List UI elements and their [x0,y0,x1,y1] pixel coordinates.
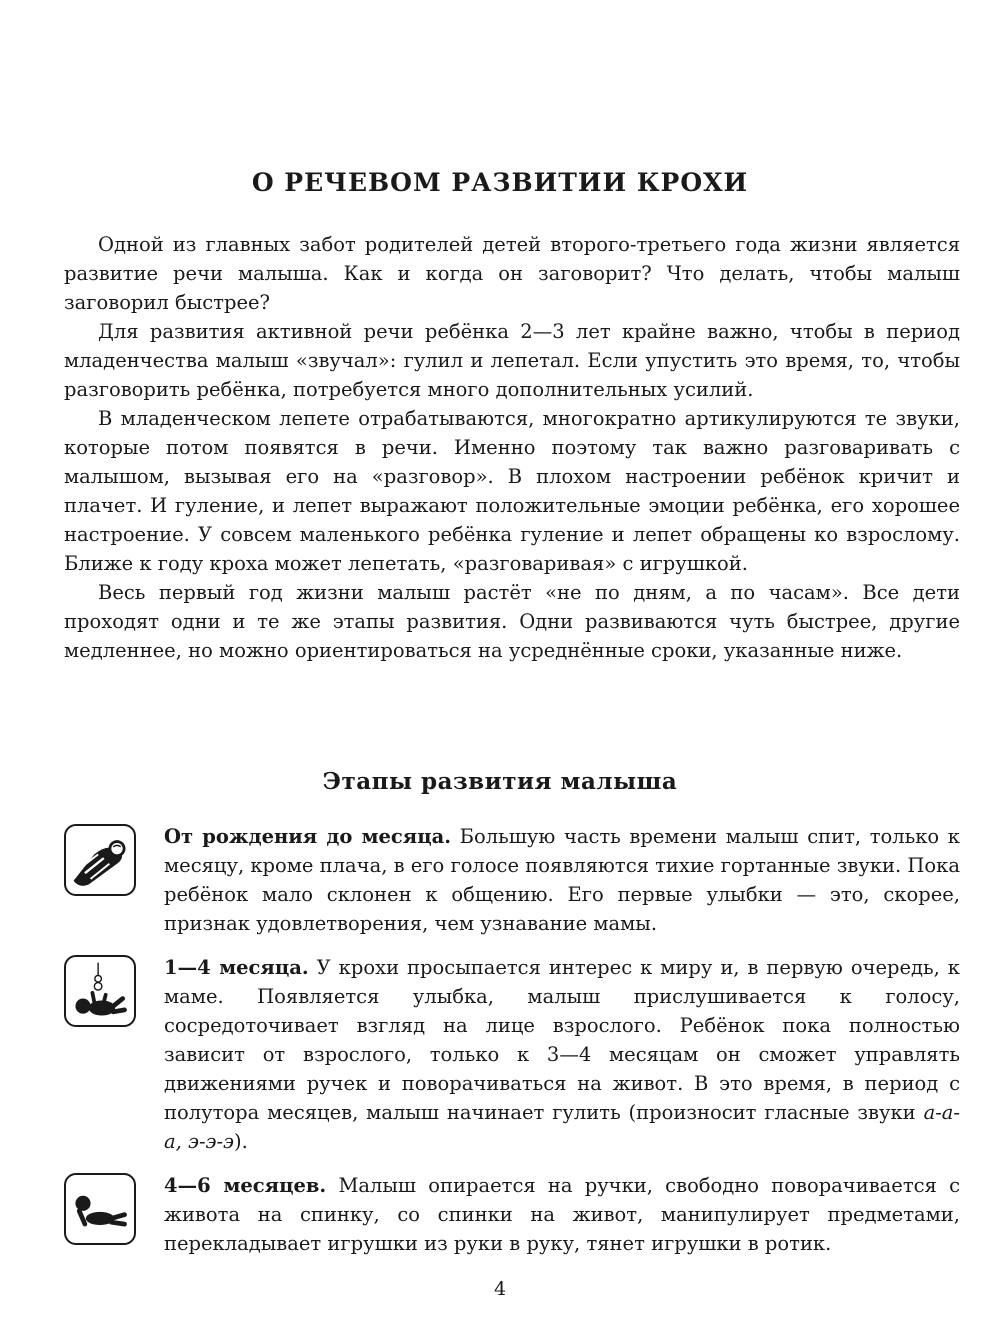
stage-description [164,953,960,1156]
stage-item [64,953,960,1156]
stage-description [164,822,960,938]
baby-with-rattle-icon [64,955,136,1027]
stage-heading: 4—6 месяцев. [164,1174,327,1197]
stage-description [164,1171,960,1258]
vowel-sounds: а-а-а, э-э-э [164,1101,960,1153]
page-number: 4 [493,1278,507,1300]
stage-body-end: ). [233,1130,248,1153]
stage-item [64,1171,960,1258]
swaddled-baby-icon [64,824,136,896]
intro-text [64,230,960,665]
paragraph: Одной из главных забот родителей детей второго-третьего года жизни является развитие речи малыша. Как и когда он заговорит? Что делать, чтобы малыш заговорил быстрее? [64,233,960,314]
paragraph: Весь первый год жизни малыш растёт «не по дням, а по часам». Все дети проходят одни и те же этапы развития. Одни развиваются чуть быстрее, другие медленнее, но можно ориентироваться на усреднённые сроки, указанные ниже. [64,581,960,662]
stage-heading: 1—4 месяца. [164,956,309,979]
section-subtitle: Этапы развития малыша [322,768,678,795]
stage-body: Большую часть времени малыш спит, только к месяцу, кроме плача, в его голосе появляются тихие гортанные звуки. Пока ребёнок мало склонен к общению. Его первые улыбки — это, скорее, признак удовлетворения, чем узнавание мамы. [164,825,960,935]
page-title: О РЕЧЕВОМ РАЗВИТИИ КРОХИ [251,168,749,197]
paragraph: Для развития активной речи ребёнка 2—3 лет крайне важно, чтобы в период младенчества малыш «звучал»: гулил и лепетал. Если упустить это время, то, чтобы разговорить ребёнка, потребуется много дополнительных усилий. [64,320,960,401]
crawling-baby-icon [64,1173,136,1245]
stage-body: У крохи просыпается интерес к миру и, в первую очередь, к маме. Появляется улыбка, малыш прислушивается к голосу, сосредоточивает взгляд на лице взрослого. Ребёнок пока полностью зависит от взрослого, только к 3—4 месяцам он сможет управлять движениями ручек и поворачиваться на живот. В это время, в период с полутора месяцев, малыш начинает гулить (произносит гласные звуки [164,956,960,1124]
paragraph: В младенческом лепете отрабатываются, многократно артикулируются те звуки, которые потом появятся в речи. Именно поэтому так важно разговаривать с малышом, вызывая его на «разговор». В плохом настроении ребёнок кричит и плачет. И гуление, и лепет выражают положительные эмоции ребёнка, его хорошее настроение. У совсем маленького ребёнка гуление и лепет обращены ко взрослому. Ближе к году кроха может лепетать, «разговаривая» с игрушкой. [64,407,960,575]
stage-heading: От рождения до месяца. [164,825,452,848]
stage-body: Малыш опирается на ручки, свободно поворачивается с живота на спинку, со спинки на живот, манипулирует предметами, перекладывает игрушки из руки в руку, тянет игрушки в ротик. [164,1174,960,1255]
stage-item [64,822,960,938]
